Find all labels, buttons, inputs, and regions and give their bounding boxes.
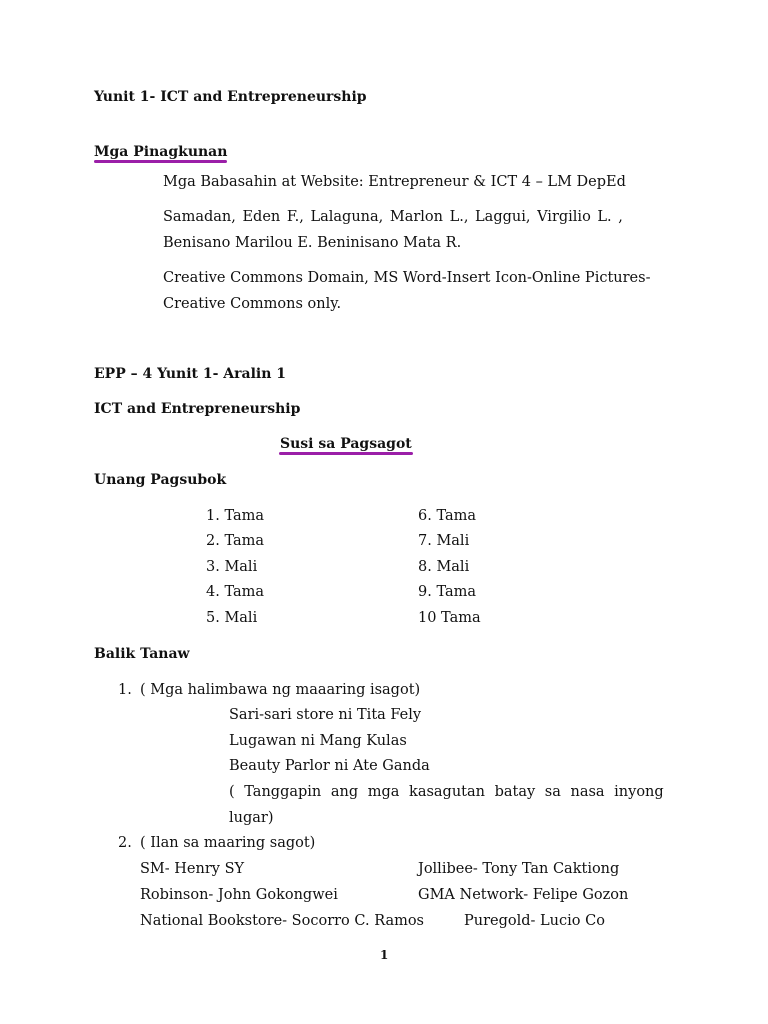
lesson-title: ICT and Entrepreneurship — [94, 401, 301, 417]
answer-3: 3. Mali — [206, 559, 258, 575]
source-line-2b: Benisano Marilou E. Beninisano Mata R. — [163, 235, 462, 251]
sources-heading: Mga Pinagkunan — [94, 144, 228, 160]
balik-tanaw-heading: Balik Tanaw — [94, 646, 190, 662]
answer-key-heading: Susi sa Pagsagot — [280, 436, 412, 452]
company-founder-3a: National Bookstore- Socorro C. Ramos — [140, 913, 425, 929]
answer-key-underline — [279, 452, 413, 455]
company-founder-1b: Jollibee- Tony Tan Caktiong — [418, 861, 620, 877]
source-line-1: Mga Babasahin at Website: Entrepreneur & ICT 4 – LM DepEd — [163, 174, 626, 190]
answer-2: 2. Tama — [206, 533, 265, 549]
item-2-number: 2. — [118, 835, 132, 851]
answer-9: 9. Tama — [418, 584, 477, 600]
example-2: Lugawan ni Mang Kulas — [229, 733, 407, 749]
item-1-text: ( Mga halimbawa ng maaaring isagot) — [140, 682, 421, 698]
answer-10: 10 Tama — [418, 610, 481, 626]
example-1: Sari-sari store ni Tita Fely — [229, 707, 422, 723]
answer-5: 5. Mali — [206, 610, 258, 626]
source-line-3a: Creative Commons Domain, MS Word-Insert Icon-Online Pictures- — [163, 270, 651, 286]
company-founder-1a: SM- Henry SY — [140, 861, 245, 877]
lesson-code: EPP – 4 Yunit 1- Aralin 1 — [94, 366, 287, 382]
unit-title: Yunit 1- ICT and Entrepreneurship — [94, 89, 367, 105]
page-number: 1 — [380, 948, 389, 962]
item-1-number: 1. — [118, 682, 132, 698]
answer-7: 7. Mali — [418, 533, 470, 549]
answer-8: 8. Mali — [418, 559, 470, 575]
company-founder-2a: Robinson- John Gokongwei — [140, 887, 338, 903]
example-3: Beauty Parlor ni Ate Ganda — [229, 758, 430, 774]
note-line-1: ( Tanggapin ang mga kasagutan batay sa nasa inyong — [229, 784, 664, 800]
source-line-2a: Samadan, Eden F., Lalaguna, Marlon L., Laggui, Virgilio L. , — [163, 209, 623, 225]
unang-pagsubok-heading: Unang Pagsubok — [94, 472, 227, 488]
answer-4: 4. Tama — [206, 584, 265, 600]
note-line-2: lugar) — [229, 810, 274, 826]
sources-heading-underline — [94, 160, 227, 163]
company-founder-3b: Puregold- Lucio Co — [464, 913, 605, 929]
company-founder-2b: GMA Network- Felipe Gozon — [418, 887, 629, 903]
item-2-text: ( Ilan sa maaring sagot) — [140, 835, 316, 851]
source-line-3b: Creative Commons only. — [163, 296, 342, 312]
answer-6: 6. Tama — [418, 508, 477, 524]
answer-1: 1. Tama — [206, 508, 265, 524]
